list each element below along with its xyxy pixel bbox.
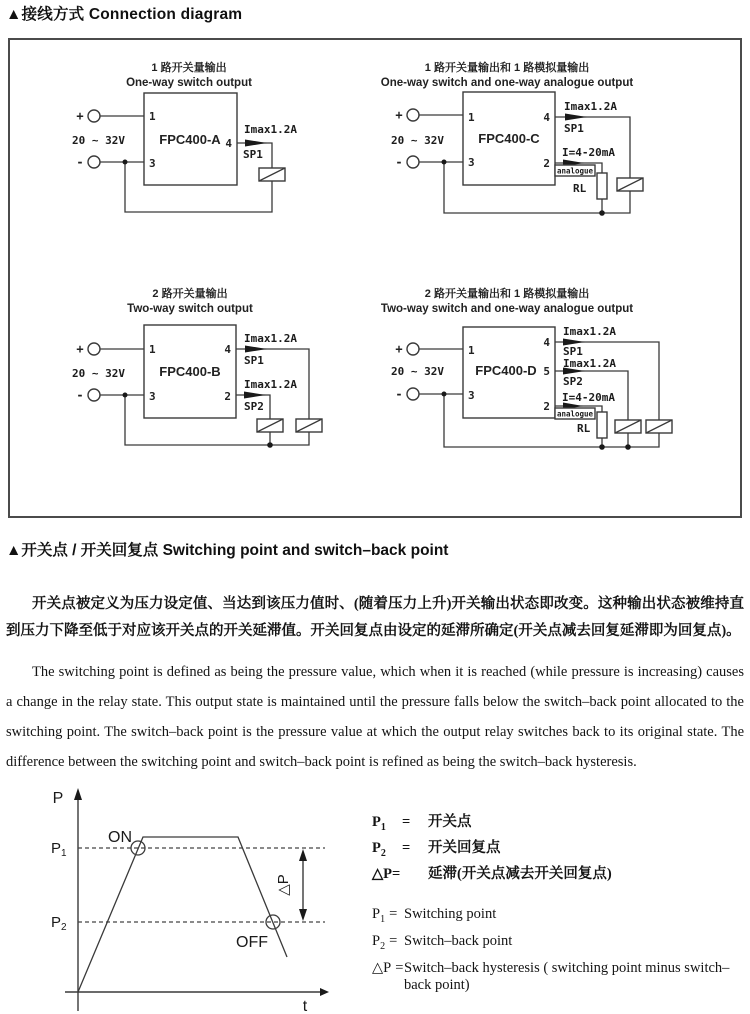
graph-axes [65, 788, 329, 1011]
pin-4-label: 4 [543, 336, 550, 349]
sp1-label: SP1 [563, 345, 583, 358]
plus-terminal-icon [407, 343, 419, 355]
plus-terminal-icon [407, 109, 419, 121]
diagram-c-title-en: One-way switch and one-way analogue output [380, 77, 634, 89]
switching-point-paragraph-zh: 开关点被定义为压力设定值、当达到该压力值时、(随着压力上升)开关输出状态即改变。这种输出状态被维持直到压力下降至低于对应该开关点的开关延滞值。开关回复点由设定的延滞所确定(开关点减去回复延滞即为回复点)。 [6, 595, 744, 639]
connection-heading: ▲接线方式 Connection diagram [6, 6, 243, 23]
minus-terminal-icon [88, 156, 100, 168]
switching-point-paragraph-en: The switching point is defined as being the pressure value, which when it is reached (while pressure is increasing) causes a change in the relay state. This output state is maintained until the pressure falls below the switch–back point allocated to the switching point. The switch–back point is the pressure value at which the output relay switches back to its original state. The difference between the switching point and switch–back point is refined as being the switch–back hysteresis. [6, 663, 744, 770]
legend-row: △P= 延滞(开关点减去开关回复点) [372, 862, 746, 888]
hysteresis-graph [35, 785, 365, 1014]
device-model: FPC400-D [475, 363, 537, 378]
imax-label: Imax1.2A [244, 378, 297, 391]
p-axis-label: P [52, 790, 64, 807]
load-resistor-icon [597, 412, 607, 438]
legend-symbol: △P= [372, 866, 401, 882]
pin-2-label: 2 [224, 390, 231, 403]
relay-icon [615, 420, 641, 433]
current-arrow-icon [244, 392, 266, 399]
p-axis-arrow-icon [74, 788, 82, 800]
legend-row: $P_1$ = 开关点 [372, 814, 472, 833]
sp2-label: SP2 [244, 400, 264, 413]
current-arrow-icon [565, 114, 587, 121]
svg-text:analogue: analogue [556, 166, 594, 176]
relay-icon [617, 178, 643, 191]
analogue-current-label: I=4-20mA [562, 391, 615, 404]
supply-voltage-label: 20 ~ 32V [72, 367, 125, 380]
diagram-a-title-en: One-way switch output [126, 77, 252, 89]
pin-4-label: 4 [224, 343, 231, 356]
p1-tick-label: $P_1$ [51, 840, 67, 859]
plus-sign: + [395, 342, 403, 356]
imax-label: Imax1.2A [563, 325, 616, 338]
pin-4-label: 4 [225, 137, 232, 150]
legend-row: $P_2$ = Switch–back point [372, 933, 513, 952]
legend-zh [372, 810, 746, 888]
sp1-label: SP1 [243, 148, 263, 161]
relay-icon [259, 168, 285, 181]
plus-sign: + [76, 109, 84, 123]
minus-sign: - [76, 388, 84, 402]
load-resistor-icon [597, 173, 607, 199]
minus-terminal-icon [407, 156, 419, 168]
legend-row: $P_2$ = 开关回复点 [372, 840, 501, 859]
pin-1-label: 1 [468, 344, 475, 357]
imax-label: Imax1.2A [563, 357, 616, 370]
diagram-fpc400-d [380, 282, 740, 507]
legend-symbol: △P = [372, 960, 404, 976]
imax-label: Imax1.2A [564, 100, 617, 113]
diagram-a-title-zh: 1 路开关量输出 [151, 62, 227, 74]
diagram-d-title-en: Two-way switch and one-way analogue output [380, 303, 634, 315]
pin-1-label: 1 [468, 111, 475, 124]
minus-terminal-icon [407, 388, 419, 400]
legend-row: △P = Switch–back hysteresis ( switching point minus switch–back point) [372, 960, 730, 993]
current-arrow-icon [245, 346, 267, 353]
analogue-tag [555, 408, 595, 419]
diagram-b-title-zh: 2 路开关量输出 [152, 288, 228, 300]
minus-sign: - [395, 387, 403, 401]
plus-terminal-icon [88, 343, 100, 355]
diagram-fpc400-a [32, 55, 362, 265]
on-label: ON [108, 829, 132, 846]
svg-text:analogue: analogue [556, 409, 594, 419]
delta-p-label: △P [275, 874, 292, 896]
switching-point-heading: ▲开关点 / 开关回复点 Switching point and switch–back point [6, 542, 449, 559]
legend-row: $P_1$ = Switching point [372, 906, 497, 925]
pin-3-label: 3 [149, 390, 156, 403]
pin-3-label: 3 [149, 157, 156, 170]
plus-sign: + [395, 108, 403, 122]
connection-diagram-panel [8, 38, 742, 518]
t-axis-label: t [302, 998, 308, 1014]
legend-en [372, 906, 746, 993]
plus-terminal-icon [88, 110, 100, 122]
diagram-fpc400-b [32, 282, 362, 507]
legend-symbol: $P_2$ [372, 840, 386, 859]
imax-label: Imax1.2A [244, 332, 297, 345]
pin-2-label: 2 [543, 157, 550, 170]
supply-voltage-label: 20 ~ 32V [391, 365, 444, 378]
legend-symbol: $P_1$ [372, 814, 386, 833]
supply-voltage-label: 20 ~ 32V [72, 134, 125, 147]
supply-voltage-label: 20 ~ 32V [391, 134, 444, 147]
imax-label: Imax1.2A [244, 123, 297, 136]
pin-2-label: 2 [543, 400, 550, 413]
off-label: OFF [236, 934, 268, 951]
legend-symbol: $P_2$ = [372, 933, 398, 952]
pin-1-label: 1 [149, 343, 156, 356]
minus-sign: - [395, 155, 403, 169]
hysteresis-arrow [299, 849, 307, 921]
pin-5-label: 5 [543, 365, 550, 378]
minus-terminal-icon [88, 389, 100, 401]
legend-symbol: $P_1$ = [372, 906, 398, 925]
diagram-b-title-en: Two-way switch output [127, 303, 253, 315]
analogue-tag [555, 165, 595, 176]
pin-1-label: 1 [149, 110, 156, 123]
minus-sign: - [76, 155, 84, 169]
sp2-label: SP2 [563, 375, 583, 388]
pressure-curve [78, 837, 287, 992]
pin-3-label: 3 [468, 156, 475, 169]
device-model: FPC400-B [159, 364, 221, 379]
p2-tick-label: $P_2$ [51, 914, 67, 933]
device-model: FPC400-A [159, 132, 221, 147]
t-axis-arrow-icon [320, 988, 329, 996]
diagram-c-title-zh: 1 路开关量输出和 1 路模拟量输出 [424, 62, 590, 74]
pin-3-label: 3 [468, 389, 475, 402]
plus-sign: + [76, 342, 84, 356]
pin-4-label: 4 [543, 111, 550, 124]
rl-label: RL [577, 422, 591, 435]
rl-label: RL [573, 182, 587, 195]
relay-icon [646, 420, 672, 433]
relay-icon [257, 419, 283, 432]
analogue-current-label: I=4-20mA [562, 146, 615, 159]
sp1-label: SP1 [564, 122, 584, 135]
device-model: FPC400-C [478, 131, 540, 146]
sp1-label: SP1 [244, 354, 264, 367]
diagram-fpc400-c [380, 55, 740, 265]
current-arrow-icon [245, 140, 267, 147]
diagram-d-title-zh: 2 路开关量输出和 1 路模拟量输出 [424, 288, 590, 300]
relay-icon [296, 419, 322, 432]
